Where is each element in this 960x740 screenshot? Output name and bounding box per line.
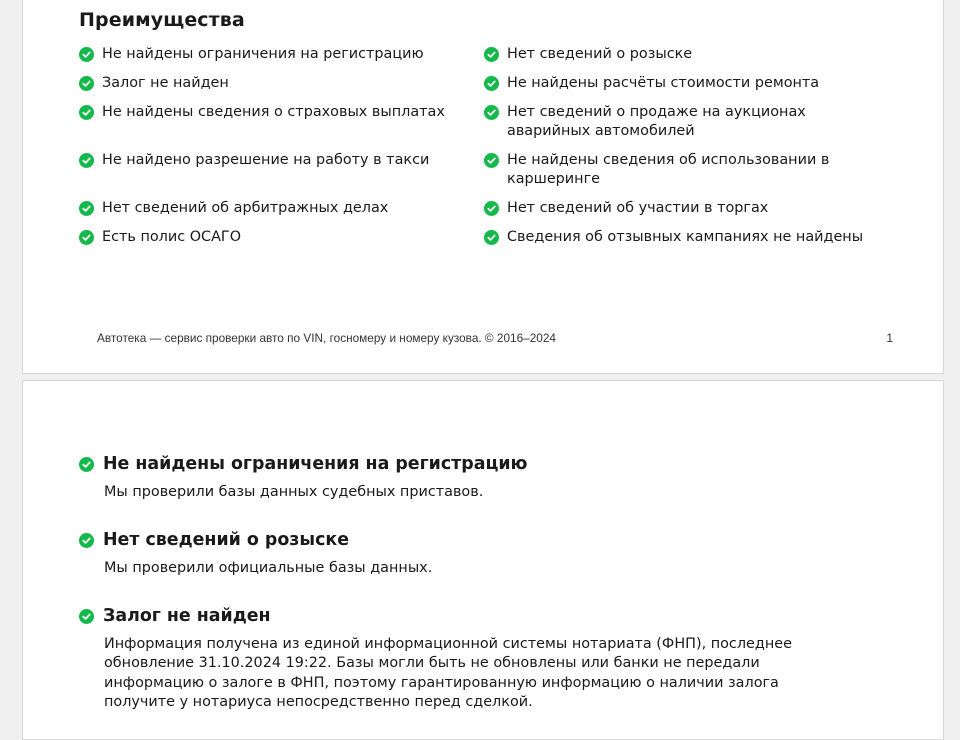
- section-title-advantages: Преимущества: [79, 9, 245, 31]
- advantage-label: Не найдены сведения об использовании в каршеринге: [507, 152, 830, 187]
- detail-section: [79, 529, 879, 578]
- check-circle-icon: [79, 76, 94, 91]
- advantage-item: [484, 103, 891, 141]
- check-circle-icon: [79, 457, 94, 472]
- advantage-item: [484, 199, 891, 218]
- advantage-label: Залог не найден: [102, 75, 229, 91]
- check-circle-icon: [79, 47, 94, 62]
- detail-title: Не найдены ограничения на регистрацию: [103, 454, 528, 474]
- check-circle-icon: [79, 609, 94, 624]
- detail-header: [79, 453, 879, 475]
- check-circle-icon: [484, 76, 499, 91]
- detail-text: Информация получена из единой информационной системы нотариата (ФНП), последнее обновление 31.10.2024 19:22. Базы могли быть не обновлены или банки не передали информацию о залоге в ФНП, поэтому гарантированную информацию о наличии залога получите у нотариуса непосредственно перед сделкой.: [104, 636, 792, 711]
- advantage-label: Есть полис ОСАГО: [102, 229, 242, 245]
- advantage-label: Не найдены расчёты стоимости ремонта: [507, 75, 820, 91]
- check-circle-icon: [79, 230, 94, 245]
- advantage-label: Нет сведений о розыске: [507, 46, 693, 62]
- check-circle-icon: [79, 153, 94, 168]
- advantage-item: [484, 151, 891, 189]
- check-circle-icon: [79, 201, 94, 216]
- detail-section: [79, 453, 879, 502]
- advantage-item: [79, 199, 484, 218]
- check-circle-icon: [484, 201, 499, 216]
- advantage-item: [79, 74, 484, 93]
- page-footer: Автотека — сервис проверки авто по VIN, госномеру и номеру кузова. © 2016–2024: [97, 331, 556, 345]
- advantage-label: Нет сведений о продаже на аукционах аварийных автомобилей: [507, 104, 806, 139]
- page-number: 1: [886, 331, 893, 345]
- report-page-1: [22, 0, 944, 374]
- detail-title: Залог не найден: [103, 606, 271, 626]
- check-circle-icon: [79, 105, 94, 120]
- detail-header: [79, 605, 879, 627]
- check-circle-icon: [484, 47, 499, 62]
- check-circle-icon: [79, 533, 94, 548]
- advantage-label: Не найдено разрешение на работу в такси: [102, 152, 430, 168]
- detail-text: Мы проверили базы данных судебных приставов.: [104, 484, 484, 500]
- detail-title: Нет сведений о розыске: [103, 530, 350, 550]
- advantage-label: Не найдены ограничения на регистрацию: [102, 46, 424, 62]
- advantages-list: [79, 45, 891, 257]
- advantage-item: [79, 151, 484, 189]
- advantage-item: [484, 228, 891, 247]
- report-page-2: [22, 380, 944, 740]
- advantage-item: [484, 74, 891, 93]
- advantage-item: [484, 45, 891, 64]
- advantage-item: [79, 45, 484, 64]
- advantage-label: Сведения об отзывных кампаниях не найдены: [507, 229, 864, 245]
- advantage-item: [79, 228, 484, 247]
- check-circle-icon: [484, 153, 499, 168]
- detail-header: [79, 529, 879, 551]
- advantage-label: Не найдены сведения о страховых выплатах: [102, 104, 445, 120]
- check-circle-icon: [484, 230, 499, 245]
- check-circle-icon: [484, 105, 499, 120]
- advantage-label: Нет сведений об участии в торгах: [507, 200, 769, 216]
- detail-text: Мы проверили официальные базы данных.: [104, 560, 433, 576]
- advantage-label: Нет сведений об арбитражных делах: [102, 200, 389, 216]
- detail-section: [79, 605, 879, 713]
- advantage-item: [79, 103, 484, 141]
